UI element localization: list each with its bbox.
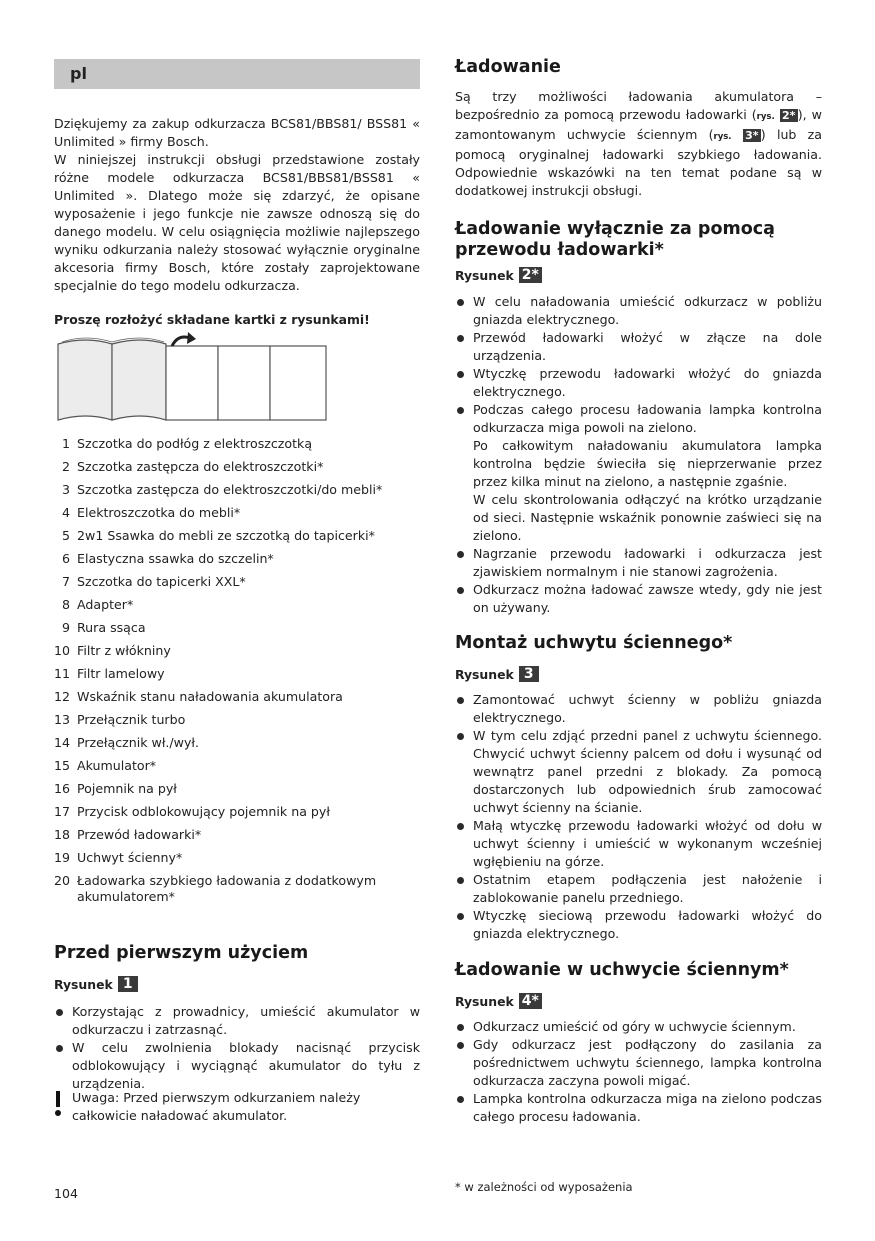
part-item: [54, 689, 420, 705]
parts-list: [54, 436, 420, 912]
charging-text-b: ), w zamontowanym uchwycie ściennym (: [455, 107, 822, 142]
part-item: [54, 666, 420, 682]
figure-label: Rysunek: [455, 666, 514, 682]
list-item: Nagrzanie przewodu ładowarki i odkurzacza jest zjawiskiem normalnym i nie stanowi zagrożenia.: [455, 545, 822, 581]
list-item: Ostatnim etapem podłączenia jest nałożenie i zablokowanie panelu przedniego.: [455, 871, 822, 907]
figure-number-badge: 3: [519, 666, 539, 682]
part-number: 20: [53, 873, 70, 888]
wall-charging-title: Ładowanie w uchwycie ściennym*: [455, 960, 789, 980]
part-item: [54, 574, 420, 590]
part-number: 3: [61, 482, 70, 497]
list-item: Gdy odkurzacz jest podłączony do zasilania za pośrednictwem uchwytu ściennego, lampka kontrolna odkurzacza zaczyna powoli migać.: [455, 1036, 822, 1090]
figure-2-badge: 2*: [780, 109, 798, 122]
part-label: Uchwyt ścienny*: [77, 850, 183, 865]
list-item: Małą wtyczkę przewodu ładowarki włożyć od dołu w uchwyt ścienny i umieścić w wykonanym wcześniej wgłębieniu na górze.: [455, 817, 822, 871]
list-item: W celu zwolnienia blokady nacisnąć przycisk odblokowujący i wyciągnąć akumulator do tyłu z urządzenia.: [54, 1039, 420, 1093]
part-item: [54, 643, 420, 659]
figure-3-badge: 3*: [743, 129, 761, 142]
wall-charging-bullets: [455, 1018, 822, 1126]
figure-ref-4: [455, 993, 542, 1009]
part-label: Szczotka do tapicerki XXL*: [77, 574, 246, 589]
first-use-bullets: [54, 1003, 420, 1093]
page-number: 104: [54, 1186, 79, 1201]
list-item: W celu naładowania umieścić odkurzacz w pobliżu gniazda elektrycznego.: [455, 293, 822, 329]
part-item: [54, 528, 420, 544]
list-item: Przewód ładowarki włożyć w złącze na dole urządzenia.: [455, 329, 822, 365]
part-item: [54, 551, 420, 567]
list-item: Wtyczkę przewodu ładowarki włożyć do gniazda elektrycznego.: [455, 365, 822, 401]
part-number: 18: [53, 827, 70, 842]
part-item: [54, 620, 420, 636]
part-number: 11: [53, 666, 70, 681]
figure-ref-1: [54, 976, 138, 992]
language-bar: [54, 59, 420, 89]
footnote: * w zależności od wyposażenia: [455, 1180, 633, 1194]
part-number: 12: [53, 689, 70, 704]
part-number: 1: [61, 436, 70, 451]
part-number: 6: [61, 551, 70, 566]
part-number: 9: [61, 620, 70, 635]
fold-out-pages-illustration: [54, 332, 330, 424]
part-number: 10: [53, 643, 70, 658]
part-number: 15: [53, 758, 70, 773]
figure-label: Rysunek: [455, 993, 514, 1009]
part-number: 5: [61, 528, 70, 543]
part-item: [54, 850, 420, 866]
list-item: [455, 401, 822, 545]
list-item-extra: W celu skontrolowania odłączyć na krótko urządzanie od sieci. Następnie wskaźnik ponownie zaświeci się na zielono.: [473, 492, 822, 543]
part-number: 4: [61, 505, 70, 520]
charging-cable-bullets: [455, 293, 822, 617]
list-item: Odkurzacz umieścić od góry w uchwycie ściennym.: [455, 1018, 822, 1036]
charging-intro: [455, 88, 822, 200]
part-item: [54, 735, 420, 751]
part-item: [54, 505, 420, 521]
charging-text-c: ) lub za pomocą oryginalnej ładowarki szybkiego ładowania. Odpowiednie wskazówki na ten temat podane są w dodatkowej instrukcji obsługi.: [455, 127, 822, 198]
part-item: [54, 873, 420, 905]
part-label: Rura ssąca: [77, 620, 146, 635]
part-label: Przełącznik turbo: [77, 712, 186, 727]
part-label: Przycisk odblokowujący pojemnik na pył: [77, 804, 330, 819]
warning-note: [54, 1089, 420, 1125]
list-item-extra: Po całkowitym naładowaniu akumulatora lampka kontrolna będzie świeciła się nieprzerwanie przez przez kilka minut na zielono, a następnie zgaśnie.: [473, 438, 822, 489]
fold-instruction: Proszę rozłożyć składane kartki z rysunkami!: [54, 312, 370, 327]
part-number: 13: [53, 712, 70, 727]
language-code: pl: [70, 64, 87, 83]
charging-cable-title: Ładowanie wyłącznie za pomocą przewodu ładowarki*: [455, 219, 775, 260]
figure-number-badge: 1: [118, 976, 138, 992]
figure-ref-2: [455, 267, 542, 283]
part-item: [54, 482, 420, 498]
warning-text: Uwaga: Przed pierwszym odkurzaniem należy całkowicie naładować akumulator.: [72, 1090, 361, 1123]
part-number: 7: [61, 574, 70, 589]
part-label: Wskaźnik stanu naładowania akumulatora: [77, 689, 343, 704]
part-label: Szczotka do podłóg z elektroszczotką: [77, 436, 313, 451]
warning-exclamation-icon: [54, 1088, 62, 1118]
part-item: [54, 827, 420, 843]
part-label: Szczotka zastępcza do elektroszczotki*: [77, 459, 324, 474]
figure-ref-3: [455, 666, 539, 682]
part-label: Ładowarka szybkiego ładowania z dodatkowym akumulatorem*: [77, 873, 377, 904]
intro-paragraph-1: Dziękujemy za zakup odkurzacza BCS81/BBS81/ BSS81 « Unlimited » firmy Bosch.: [54, 116, 420, 149]
list-item: Odkurzacz można ładować zawsze wtedy, gdy nie jest on używany.: [455, 581, 822, 617]
part-label: Akumulator*: [77, 758, 157, 773]
list-item-text: Podczas całego procesu ładowania lampka kontrolna odkurzacza miga powoli na zielono.: [473, 402, 822, 435]
part-number: 16: [53, 781, 70, 796]
figure-number-badge: 4*: [519, 993, 542, 1009]
part-label: 2w1 Ssawka do mebli ze szczotką do tapicerki*: [77, 528, 375, 543]
part-number: 2: [61, 459, 70, 474]
list-item: Lampka kontrolna odkurzacza miga na zielono podczas całego procesu ładowania.: [455, 1090, 822, 1126]
wall-mount-title: Montaż uchwytu ściennego*: [455, 633, 733, 653]
part-item: [54, 804, 420, 820]
list-item: Korzystając z prowadnicy, umieścić akumulator w odkurzaczu i zatrzasnąć.: [54, 1003, 420, 1039]
part-label: Elektroszczotka do mebli*: [77, 505, 241, 520]
part-label: Adapter*: [77, 597, 134, 612]
part-label: Przełącznik wł./wył.: [77, 735, 199, 750]
charging-title: Ładowanie: [455, 57, 561, 77]
part-item: [54, 436, 420, 452]
list-item: W tym celu zdjąć przedni panel z uchwytu ściennego. Chwycić uchwyt ścienny palcem od dołu i wysunąć od wewnątrz panel przedni z blokady. Za pomocą dostarczonych lub odpowiednich śrub zamocować uchwyt ścienny na ścianie.: [455, 727, 822, 817]
part-item: [54, 597, 420, 613]
figure-ref-label: rys.: [713, 132, 732, 142]
part-label: Szczotka zastępcza do elektroszczotki/do mebli*: [77, 482, 383, 497]
part-label: Pojemnik na pył: [77, 781, 177, 796]
wall-mount-bullets: [455, 691, 822, 943]
part-number: 19: [53, 850, 70, 865]
list-item: Zamontować uchwyt ścienny w pobliżu gniazda elektrycznego.: [455, 691, 822, 727]
figure-label: Rysunek: [54, 976, 113, 992]
part-item: [54, 712, 420, 728]
intro-paragraph-2: W niniejszej instrukcji obsługi przedstawione zostały różne modele odkurzacza BCS81/BBS81/BSS81 « Unlimited ». Dlatego może się zdarzyć, że opisane wyposażenie i jego funkcje nie zawsze odnoszą się do danego modelu. W celu osiągnięcia możliwie najlepszego wyniku odkurzania należy stosować wyłącznie oryginalne akcesoria firmy Bosch, które zostały zaprojektowane specjalnie do tego modelu odkurzacza.: [54, 152, 420, 293]
part-number: 17: [53, 804, 70, 819]
first-use-title: Przed pierwszym użyciem: [54, 943, 309, 963]
part-item: [54, 758, 420, 774]
part-label: Filtr z włókniny: [77, 643, 171, 658]
part-number: 14: [53, 735, 70, 750]
charging-text-a: Są trzy możliwości ładowania akumulatora – bezpośrednio za pomocą przewodu ładowarki (: [455, 89, 822, 122]
part-item: [54, 459, 420, 475]
figure-ref-label: rys.: [756, 112, 775, 122]
list-item: Wtyczkę sieciową przewodu ładowarki włożyć do gniazda elektrycznego.: [455, 907, 822, 943]
part-label: Filtr lamelowy: [77, 666, 165, 681]
figure-label: Rysunek: [455, 267, 514, 283]
part-item: [54, 781, 420, 797]
left-column: [53, 0, 420, 1201]
part-label: Przewód ładowarki*: [77, 827, 202, 842]
part-label: Elastyczna ssawka do szczelin*: [77, 551, 274, 566]
part-number: 8: [61, 597, 70, 612]
figure-number-badge: 2*: [519, 267, 542, 283]
